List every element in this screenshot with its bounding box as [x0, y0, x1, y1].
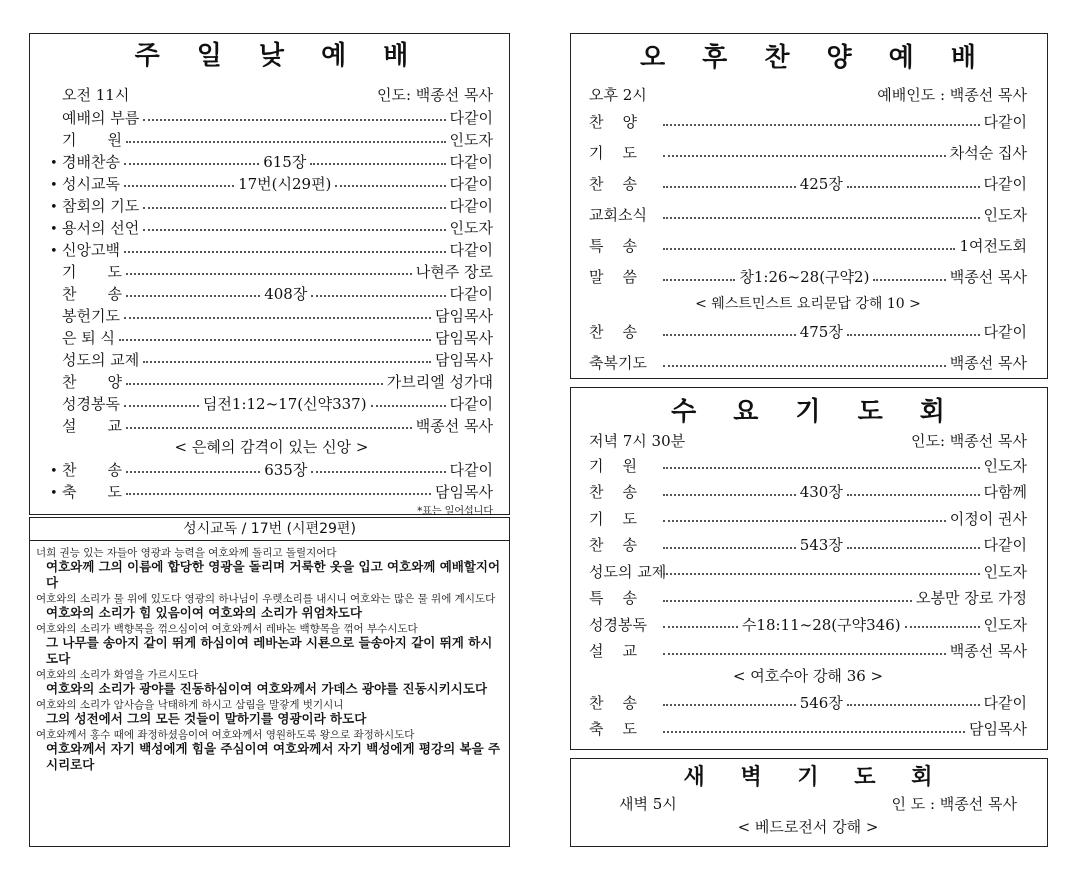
order-label-text: 기 원	[589, 456, 637, 475]
order-label	[589, 587, 659, 608]
order-label	[589, 692, 659, 713]
leader-dots	[873, 279, 945, 281]
order-label	[589, 266, 659, 287]
order-assignee: 담임목사	[435, 306, 493, 325]
leader-dots	[905, 626, 980, 628]
order-label-text: 성도의 교제	[589, 562, 667, 581]
afternoon-order-list	[589, 106, 1027, 292]
wednesday-order-list	[589, 452, 1027, 664]
order-row	[589, 505, 1027, 532]
leader-dots	[126, 493, 431, 495]
order-row	[50, 392, 493, 414]
order-label-text: 특 송	[589, 589, 637, 608]
leader-dots	[663, 520, 946, 522]
order-label	[50, 129, 122, 150]
afternoon-time: 오후 2시	[589, 86, 647, 104]
order-row	[589, 585, 1027, 612]
dawn-service-title: 새 벽 기 도 회	[683, 765, 947, 790]
order-assignee: 다같이	[983, 323, 1028, 341]
order-row	[589, 532, 1027, 559]
order-detail: 17번(시29편)	[238, 174, 332, 193]
leader-dots	[371, 405, 446, 407]
order-label	[50, 393, 120, 414]
order-label	[589, 718, 659, 739]
order-label	[589, 508, 659, 529]
leader-dots	[124, 405, 199, 407]
order-assignee: 다같이	[449, 174, 493, 193]
order-row	[50, 260, 493, 282]
order-row	[589, 452, 1027, 479]
order-label-text: 찬 송	[589, 536, 637, 555]
order-label-text: 축복기도	[589, 354, 647, 372]
leader-dots	[663, 365, 946, 367]
order-row	[589, 638, 1027, 665]
order-label-text: 찬 송	[62, 284, 122, 303]
leader-dots	[143, 229, 445, 231]
order-assignee: 담임목사	[435, 350, 493, 369]
order-assignee: 담임목사	[435, 482, 493, 501]
leader-dots	[663, 626, 738, 628]
order-assignee: 다같이	[449, 240, 493, 259]
wednesday-header	[589, 430, 1027, 452]
leader-dots	[311, 295, 445, 297]
psalm-response-line: 여호와의 소리가 힘 있음이여 여호와의 소리가 위엄차도다	[46, 605, 362, 620]
leader-dots	[126, 383, 383, 385]
order-label-text: 은 퇴 식	[62, 328, 116, 347]
order-label-text: 성시교독	[62, 174, 120, 193]
order-label	[50, 349, 139, 370]
order-row	[589, 689, 1027, 716]
leader-dots	[663, 467, 980, 469]
order-detail: 475장	[799, 323, 843, 341]
order-label	[589, 614, 659, 635]
wednesday-sermon-title: < 여호수아 강해 36 >	[732, 667, 884, 685]
leader-dots	[847, 704, 980, 706]
wednesday-time: 저녁 7시 30분	[589, 432, 686, 450]
order-assignee: 다같이	[449, 394, 493, 413]
leader-dots	[663, 186, 796, 188]
leader-dots	[143, 207, 445, 209]
leader-dots	[124, 163, 259, 165]
sunday-order-list-after	[50, 458, 493, 502]
psalm-reading-box	[29, 517, 510, 847]
order-label-text: 찬 송	[62, 460, 122, 479]
leader-dots	[335, 185, 445, 187]
order-label	[50, 415, 122, 436]
sunday-time: 오전 11시	[62, 86, 130, 104]
order-label	[589, 142, 659, 163]
required-standing-bullet: •	[50, 155, 58, 171]
psalm-response-line: 여호와의 소리가 광야를 진동하심이여 여호와께서 가데스 광야를 진동시키시도다	[46, 681, 488, 696]
order-label-text: 설 교	[589, 642, 637, 661]
leader-dots	[126, 295, 260, 297]
order-row	[589, 261, 1027, 292]
leader-dots	[663, 600, 912, 602]
order-label	[50, 173, 120, 194]
order-row	[589, 716, 1027, 743]
order-label-text: 용서의 선언	[62, 218, 140, 237]
order-assignee: 인도자	[983, 615, 1027, 634]
order-label-text: 찬 양	[62, 372, 122, 391]
order-assignee: 다같이	[449, 284, 494, 303]
required-standing-bullet: •	[50, 463, 58, 479]
order-label	[50, 239, 120, 260]
psalm-response-line: 여호와께 그의 이름에 합당한 영광을 돌리며 거룩한 옷을 입고 여호와께 예배할지어다	[46, 559, 501, 590]
order-label	[50, 195, 139, 216]
sunday-service-title: 주 일 낮 예 배	[134, 41, 423, 71]
order-label-text: 말 씀	[589, 268, 637, 286]
afternoon-sermon-title: < 웨스트민스트 요리문답 강해 10 >	[695, 296, 921, 312]
psalm-response-line: 그의 성전에서 그의 모든 것들이 말하기를 영광이라 하도다	[46, 711, 367, 726]
order-label	[50, 261, 122, 282]
leader-dots	[847, 494, 980, 496]
order-label	[589, 481, 659, 502]
order-label	[50, 327, 115, 348]
order-assignee: 인도자	[449, 130, 493, 149]
order-assignee: 인도자	[983, 456, 1027, 475]
order-row	[50, 150, 493, 172]
order-assignee: 담임목사	[969, 720, 1027, 739]
order-label-text: 예배의 부름	[62, 108, 140, 127]
afternoon-header	[589, 84, 1027, 106]
psalm-leader-line: 여호와의 소리가 화염을 가르시도다	[36, 669, 199, 681]
leader-dots	[126, 427, 412, 429]
order-label	[50, 107, 139, 128]
order-detail: 615장	[263, 152, 307, 171]
order-label	[589, 111, 659, 132]
order-assignee: 다같이	[983, 113, 1027, 131]
order-label	[50, 151, 120, 172]
required-standing-bullet: •	[50, 199, 58, 215]
afternoon-service-box	[570, 33, 1048, 379]
leader-dots	[126, 471, 260, 473]
leader-dots	[124, 251, 446, 253]
leader-dots	[126, 141, 446, 143]
order-label	[50, 305, 120, 326]
wednesday-service-box	[570, 387, 1048, 750]
sunday-sermon-title: < 은혜의 감격이 있는 신앙 >	[174, 438, 369, 456]
order-label-text: 성경봉독	[589, 615, 647, 634]
order-label-text: 찬 양	[589, 113, 637, 131]
leader-dots	[847, 334, 980, 336]
order-label	[589, 561, 667, 582]
order-row	[50, 414, 493, 436]
leader-dots	[124, 317, 431, 319]
order-label	[589, 352, 659, 373]
dawn-time: 새벽 5시	[619, 795, 677, 813]
dawn-subtitle: < 베드로전서 강해 >	[737, 818, 879, 836]
order-assignee: 담임목사	[435, 328, 493, 347]
order-detail: 425장	[799, 175, 843, 193]
order-label	[50, 481, 122, 502]
order-label	[589, 640, 659, 661]
leader-dots	[663, 248, 955, 250]
order-label	[589, 534, 659, 555]
order-assignee: 다같이	[449, 152, 494, 171]
order-detail: 430장	[799, 483, 843, 502]
order-assignee: 다같이	[983, 693, 1028, 712]
order-detail: 546장	[799, 693, 843, 712]
order-label-text: 찬 송	[589, 175, 637, 193]
order-row	[589, 168, 1027, 199]
order-row	[50, 172, 493, 194]
leader-dots	[310, 163, 445, 165]
order-assignee: 백종선 목사	[949, 642, 1027, 661]
order-row	[589, 479, 1027, 506]
order-assignee: 다같이	[983, 175, 1028, 193]
order-row	[50, 128, 493, 150]
leader-dots	[663, 547, 796, 549]
psalm-leader-line: 여호와의 소리가 암사슴을 낙태하게 하시고 삼림을 말갛게 벗기시니	[36, 699, 344, 711]
order-row	[50, 106, 493, 128]
psalm-leader-line: 여호와의 소리가 백향목을 꺾으심이여 여호와께서 레바논 백향목을 꺾어 부수시도다	[36, 623, 418, 635]
order-detail: 543장	[799, 536, 843, 555]
order-assignee: 인도자	[983, 206, 1027, 224]
order-label-text: 기 원	[62, 130, 122, 149]
order-label	[50, 217, 139, 238]
leader-dots	[663, 279, 735, 281]
dawn-leader: 인 도 : 백종선 목사	[891, 795, 1017, 813]
afternoon-leader: 예배인도 : 백종선 목사	[877, 86, 1027, 104]
order-label-text: 신앙고백	[62, 240, 120, 259]
order-label-text: 참회의 기도	[62, 196, 140, 215]
leader-dots	[124, 185, 234, 187]
sunday-leader: 인도: 백종선 목사	[376, 86, 493, 104]
order-label-text: 찬 송	[589, 483, 637, 502]
order-label-text: 교회소식	[589, 206, 647, 224]
leader-dots	[663, 124, 980, 126]
psalm-leader-line: 너희 권능 있는 자들아 영광과 능력을 여호와께 돌리고 돌릴지어다	[36, 547, 337, 559]
order-label	[589, 321, 659, 342]
required-standing-bullet: •	[50, 221, 58, 237]
standing-note: *표는 일어섭니다	[417, 506, 493, 517]
order-assignee: 다함께	[983, 483, 1028, 502]
psalm-response-line: 그 나무를 송아지 같이 뛰게 하심이여 레바논과 시룐으로 들송아지 같이 뛰게 하시도다	[46, 635, 493, 666]
psalm-leader-line: 여호와의 소리가 물 위에 있도다 영광의 하나님이 우렛소리를 내시니 여호와는 많은 물 위에 계시도다	[36, 593, 496, 605]
order-row	[50, 480, 493, 502]
required-standing-bullet: •	[50, 485, 58, 501]
order-label	[50, 371, 122, 392]
leader-dots	[663, 334, 796, 336]
order-assignee: 1여전도회	[959, 237, 1027, 255]
order-detail: 408장	[264, 284, 308, 303]
leader-dots	[847, 186, 980, 188]
order-label-text: 찬 송	[589, 323, 637, 341]
order-detail: 딤전1:12~17(신약337)	[202, 394, 367, 413]
order-assignee: 인도자	[983, 562, 1027, 581]
order-row	[589, 199, 1027, 230]
order-row	[589, 558, 1027, 585]
order-assignee: 오봉만 장로 가정	[916, 589, 1027, 608]
order-row	[50, 348, 493, 370]
order-label	[589, 173, 659, 194]
dawn-service-box	[570, 758, 1048, 847]
order-row	[589, 137, 1027, 168]
order-label-text: 성도의 교제	[62, 350, 140, 369]
order-assignee: 다같이	[449, 196, 493, 215]
order-row	[50, 216, 493, 238]
order-label-text: 기 도	[589, 144, 637, 162]
leader-dots	[119, 339, 431, 341]
order-row	[589, 611, 1027, 638]
dawn-header	[589, 793, 1027, 815]
required-standing-bullet: •	[50, 243, 58, 259]
order-detail: 창1:26~28(구약2)	[739, 268, 870, 286]
sunday-service-box	[29, 33, 510, 515]
order-label-text: 찬 송	[589, 693, 637, 712]
order-row	[50, 304, 493, 326]
order-row	[589, 106, 1027, 137]
order-label-text: 설 교	[62, 416, 122, 435]
leader-dots	[143, 119, 445, 121]
psalm-response-line: 여호와께서 자기 백성에게 힘을 주심이여 여호와께서 자기 백성에게 평강의 복을 주시리로다	[46, 741, 501, 772]
afternoon-order-list-after	[589, 316, 1027, 378]
order-label-text: 봉헌기도	[62, 306, 120, 325]
order-assignee: 나현주 장로	[415, 262, 493, 281]
order-assignee: 인도자	[449, 218, 493, 237]
order-assignee: 다같이	[983, 536, 1028, 555]
wednesday-order-list-after	[589, 689, 1027, 742]
sunday-header	[50, 84, 493, 106]
wednesday-service-title: 수 요 기 도 회	[671, 397, 959, 427]
order-label-text: 성경봉독	[62, 394, 120, 413]
leader-dots	[663, 573, 980, 575]
leader-dots	[311, 471, 445, 473]
leader-dots	[143, 361, 431, 363]
order-row	[50, 458, 493, 480]
leader-dots	[663, 494, 796, 496]
order-assignee: 백종선 목사	[949, 354, 1027, 372]
order-row	[589, 347, 1027, 378]
order-detail: 635장	[264, 460, 308, 479]
leader-dots	[663, 731, 965, 733]
wednesday-leader: 인도: 백종선 목사	[910, 432, 1027, 450]
order-assignee: 다같이	[449, 460, 494, 479]
order-assignee: 다같이	[449, 108, 493, 127]
psalm-leader-line: 여호와께서 홍수 때에 좌정하셨음이여 여호와께서 영원하도록 왕으로 좌정하시도다	[36, 729, 415, 741]
order-detail: 수18:11~28(구약346)	[741, 615, 901, 634]
order-label	[50, 459, 122, 480]
order-assignee: 차석순 집사	[949, 144, 1027, 162]
order-assignee: 이정이 권사	[949, 509, 1027, 528]
order-assignee: 가브리엘 성가대	[386, 372, 493, 391]
leader-dots	[663, 704, 796, 706]
order-label-text: 특 송	[589, 237, 637, 255]
order-label-text: 경배찬송	[62, 152, 120, 171]
order-label	[589, 204, 659, 225]
order-label-text: 축 도	[62, 482, 122, 501]
psalm-lines	[30, 541, 509, 773]
afternoon-service-title: 오 후 찬 양 예 배	[640, 43, 990, 73]
sunday-order-list	[50, 106, 493, 436]
order-row	[589, 316, 1027, 347]
order-row	[589, 230, 1027, 261]
leader-dots	[663, 217, 980, 219]
order-row	[50, 326, 493, 348]
order-row	[50, 282, 493, 304]
order-row	[50, 194, 493, 216]
order-label-text: 기 도	[62, 262, 122, 281]
order-row	[50, 238, 493, 260]
leader-dots	[663, 155, 946, 157]
order-label-text: 기 도	[589, 509, 637, 528]
psalm-title: 성시교독 / 17번 (시편29편)	[30, 518, 509, 541]
order-row	[50, 370, 493, 392]
order-label	[589, 455, 659, 476]
leader-dots	[663, 653, 946, 655]
order-assignee: 백종선 목사	[415, 416, 493, 435]
order-label	[50, 283, 122, 304]
order-label-text: 축 도	[589, 720, 637, 739]
leader-dots	[126, 273, 412, 275]
leader-dots	[847, 547, 980, 549]
order-label	[589, 235, 659, 256]
required-standing-bullet: •	[50, 177, 58, 193]
order-assignee: 백종선 목사	[949, 268, 1027, 286]
